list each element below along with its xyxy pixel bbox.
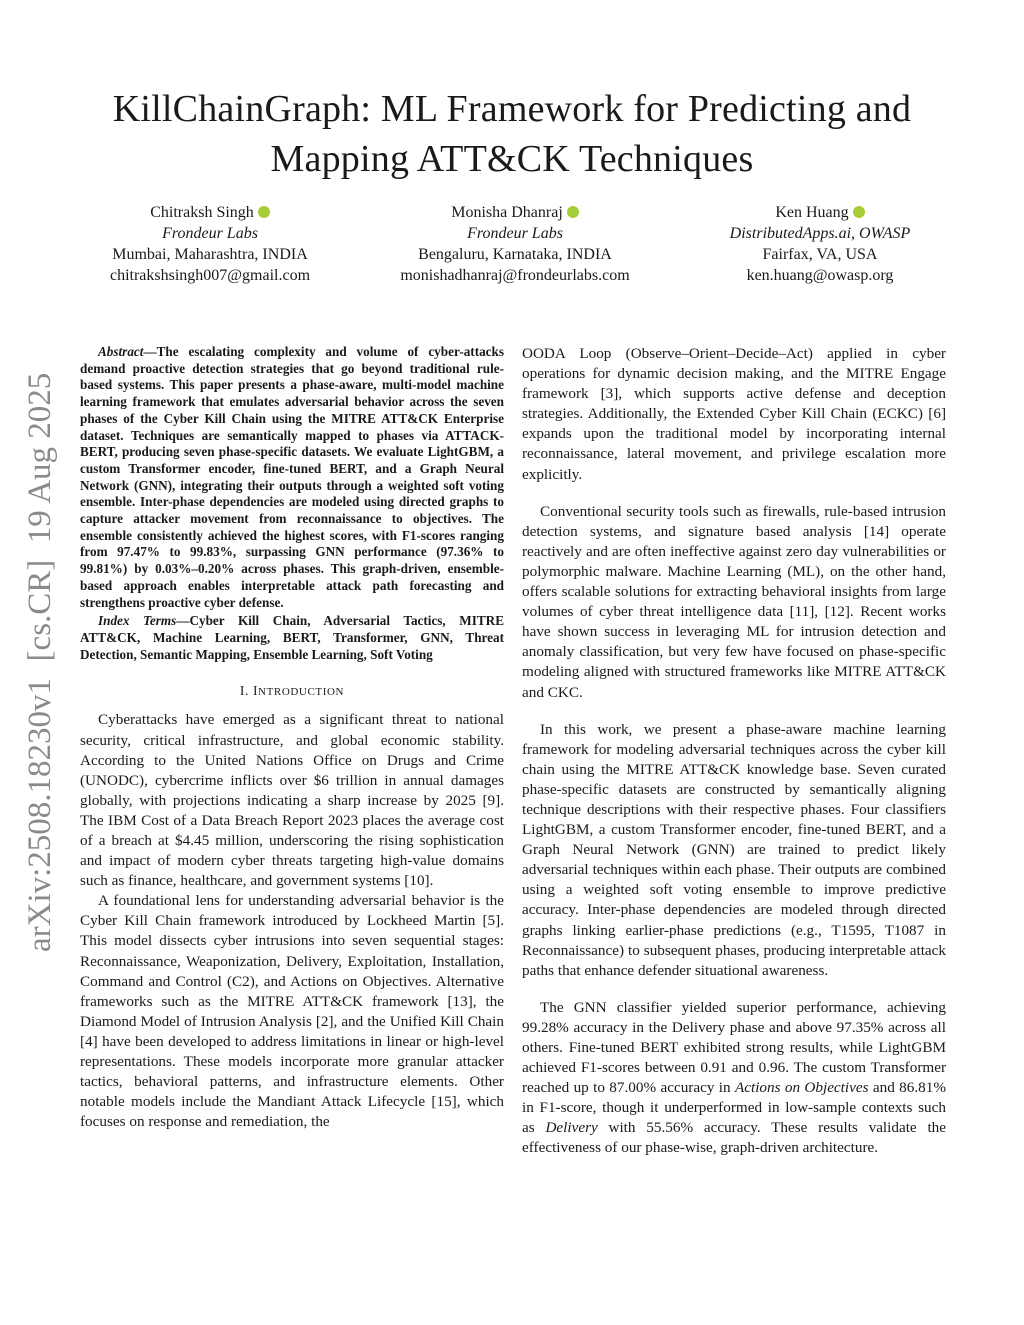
arxiv-identifier-text: arXiv:2508.18230v1 [cs.CR] 19 Aug 2025 [22, 372, 58, 952]
author-name: Chitraksh Singh [150, 204, 254, 221]
author-affiliation: Frondeur Labs [467, 225, 563, 242]
paragraph-text: and 86.81% in F1-score, though it underperformed in low-sample contexts such as [522, 1079, 946, 1137]
section-number: I. [239, 683, 253, 699]
author-email[interactable]: monishadhanraj@frondeurlabs.com [400, 267, 630, 284]
author-email[interactable]: chitrakshsingh007@gmail.com [109, 267, 311, 284]
intro-paragraph-3: OODA Loop (Observe–Orient–Decide–Act) applied in cyber operations for dynamic decision making, and the MITRE Engage framework [3], which supports active defense and deception strategies. Additionally, the Extended Cyber Kill Chain (ECKC) [6] expands upon the traditional model by incorporating internal reconnaissance, lateral movement, and privilege escalation more explicitly. [522, 345, 946, 483]
author-location: Bengaluru, Karnataka, INDIA [418, 246, 612, 263]
index-terms-label: Index Terms [98, 613, 177, 629]
intro-paragraph-4: Conventional security tools such as firewalls, rule-based intrusion detection systems, and signature based analysis [14] operate reactively and are often ineffective against zero day vulnerabilities or polymorphic malware. Machine Learning (ML), on the other hand, offers scalable solutions for extracting behavioral insights from large volumes of cyber threat intelligence data [11], [12]. Recent works have shown success in leveraging ML for intrusion detection and anomaly classification, but very few have focused on phase-specific modeling aligned with structured frameworks like MITRE ATT&CK and CKC. [522, 502, 946, 701]
intro-paragraph-6 [522, 998, 946, 1159]
title-line-1: KillChainGraph: ML Framework for Predicting and [112, 88, 912, 130]
author-location: Fairfax, VA, USA [762, 246, 878, 263]
right-column [522, 344, 946, 1176]
abstract [80, 344, 504, 611]
paragraph-text: The GNN classifier yielded superior performance, achieving 99.28% accuracy in the Delivery phase and above 97.35% across all others. Fine-tuned BERT exhibited strong results, while LightGBM achieved F1-scores between 0.91 and 0.96. The custom Transformer reached up to 87.00% accuracy in [522, 998, 946, 1097]
author-affiliation: Frondeur Labs [162, 225, 258, 242]
author-block [60, 202, 970, 286]
left-column [80, 344, 504, 1132]
index-terms-text: —Cyber Kill Chain, Adversarial Tactics, MITRE ATT&CK, Machine Learning, BERT, Transformer, GNN, Threat Detection, Semantic Mapping, Ensemble Learning, Soft Voting [80, 613, 504, 662]
emphasis-phase-name: Actions on Objectives [734, 1079, 869, 1097]
section-title-rest: NTRODUCTION [258, 686, 345, 699]
author-2 [365, 202, 665, 286]
author-name: Monisha Dhanraj [451, 204, 563, 221]
orcid-icon[interactable] [567, 206, 579, 218]
orcid-icon[interactable] [853, 206, 865, 218]
emphasis-phase-name: Delivery [545, 1119, 598, 1137]
author-name: Ken Huang [775, 204, 849, 221]
author-3 [670, 202, 970, 286]
section-heading-introduction [80, 681, 504, 702]
section-initial: I [252, 683, 259, 699]
intro-paragraph-5: In this work, we present a phase-aware machine learning framework for modeling adversarial techniques across the cyber kill chain using the MITRE ATT&CK knowledge base. Seven curated phase-specific datasets are constructed by semantically aligning technique descriptions with their respective phases. Four classifiers LightGBM, a custom Transformer encoder, fine-tuned BERT, and a Graph Neural Network (GNN) are trained to predict likely adversarial techniques within each phase. Their outputs are combined using a weighted soft voting ensemble to improve predictive accuracy. Inter-phase dependencies are modeled through directed graphs linking earlier-phase predictions (e.g., T1595, T1087 in Reconnaissance) to subsequent phases, producing interpretable attack paths that enhance defender situational awareness. [522, 720, 946, 979]
author-email[interactable]: ken.huang@owasp.org [746, 267, 894, 284]
author-1 [60, 202, 360, 286]
intro-paragraph-2: A foundational lens for understanding adversarial behavior is the Cyber Kill Chain framework introduced by Lockheed Martin [5]. This model dissects cyber intrusions into seven sequential stages: Reconnaissance, Weaponization, Delivery, Exploitation, Installation, Command and Control (C2), and Actions on Objectives. Alternative frameworks such as the MITRE ATT&CK framework [13], the Diamond Model of Intrusion Analysis [2], and the Unified Kill Chain [4] have been developed to address limitations in linear or high-level representations. These models incorporate more granular attacker tactics, behavioral patterns, and infrastructure elements. Other notable models include the Mandiant Attack Lifecycle [15], which focuses on response and remediation, the [80, 892, 504, 1131]
paper-title [40, 84, 984, 184]
abstract-label: Abstract [98, 344, 144, 359]
arxiv-identifier-stamp [4, 360, 68, 960]
orcid-icon[interactable] [258, 206, 270, 218]
title-line-2: Mapping ATT&CK Techniques [270, 138, 754, 180]
author-affiliation: DistributedApps.ai, OWASP [729, 225, 911, 242]
abstract-text: —The escalating complexity and volume of cyber-attacks demand proactive detection strategies that go beyond traditional rule-based systems. This paper presents a phase-aware, multi-model machine learning framework that emulates adversarial behavior across the seven phases of the Cyber Kill Chain using the MITRE ATT&CK Enterprise dataset. Techniques are semantically mapped to phases via ATTACK-BERT, producing seven phase-specific datasets. We evaluate LightGBM, a custom Transformer encoder, fine-tuned BERT, and a Graph Neural Network (GNN), integrating their outputs through a weighted soft voting ensemble. Inter-phase dependencies are modeled using directed graphs to capture attacker movement from reconnaissance to objectives. The ensemble consistently achieved the highest scores, with F1-scores ranging from 97.47% to 99.83%, surpassing GNN performance (97.36% to 99.81%) by 0.03%–0.20% across phases. This graph-driven, ensemble-based approach enables interpretable attack path forecasting and strengthens proactive cyber defense. [80, 344, 504, 610]
intro-paragraph-1: Cyberattacks have emerged as a significant threat to national security, critical infrastructure, and global economic stability. According to the United Nations Office on Drugs and Crime (UNODC), cybercrime inflicts over $6 trillion in annual damages globally, with projections indicating a sharp increase by 2025 [9]. The IBM Cost of a Data Breach Report 2023 places the average cost of a breach at $4.45 million, underscoring the rising sophistication and impact of modern cyber threats targeting high-value domains such as finance, healthcare, and government systems [10]. [80, 711, 504, 890]
index-terms [80, 613, 504, 663]
paragraph-text: with 55.56% accuracy. These results validate the effectiveness of our phase-wise, graph-driven architecture. [522, 1119, 946, 1157]
author-location: Mumbai, Maharashtra, INDIA [112, 246, 308, 263]
